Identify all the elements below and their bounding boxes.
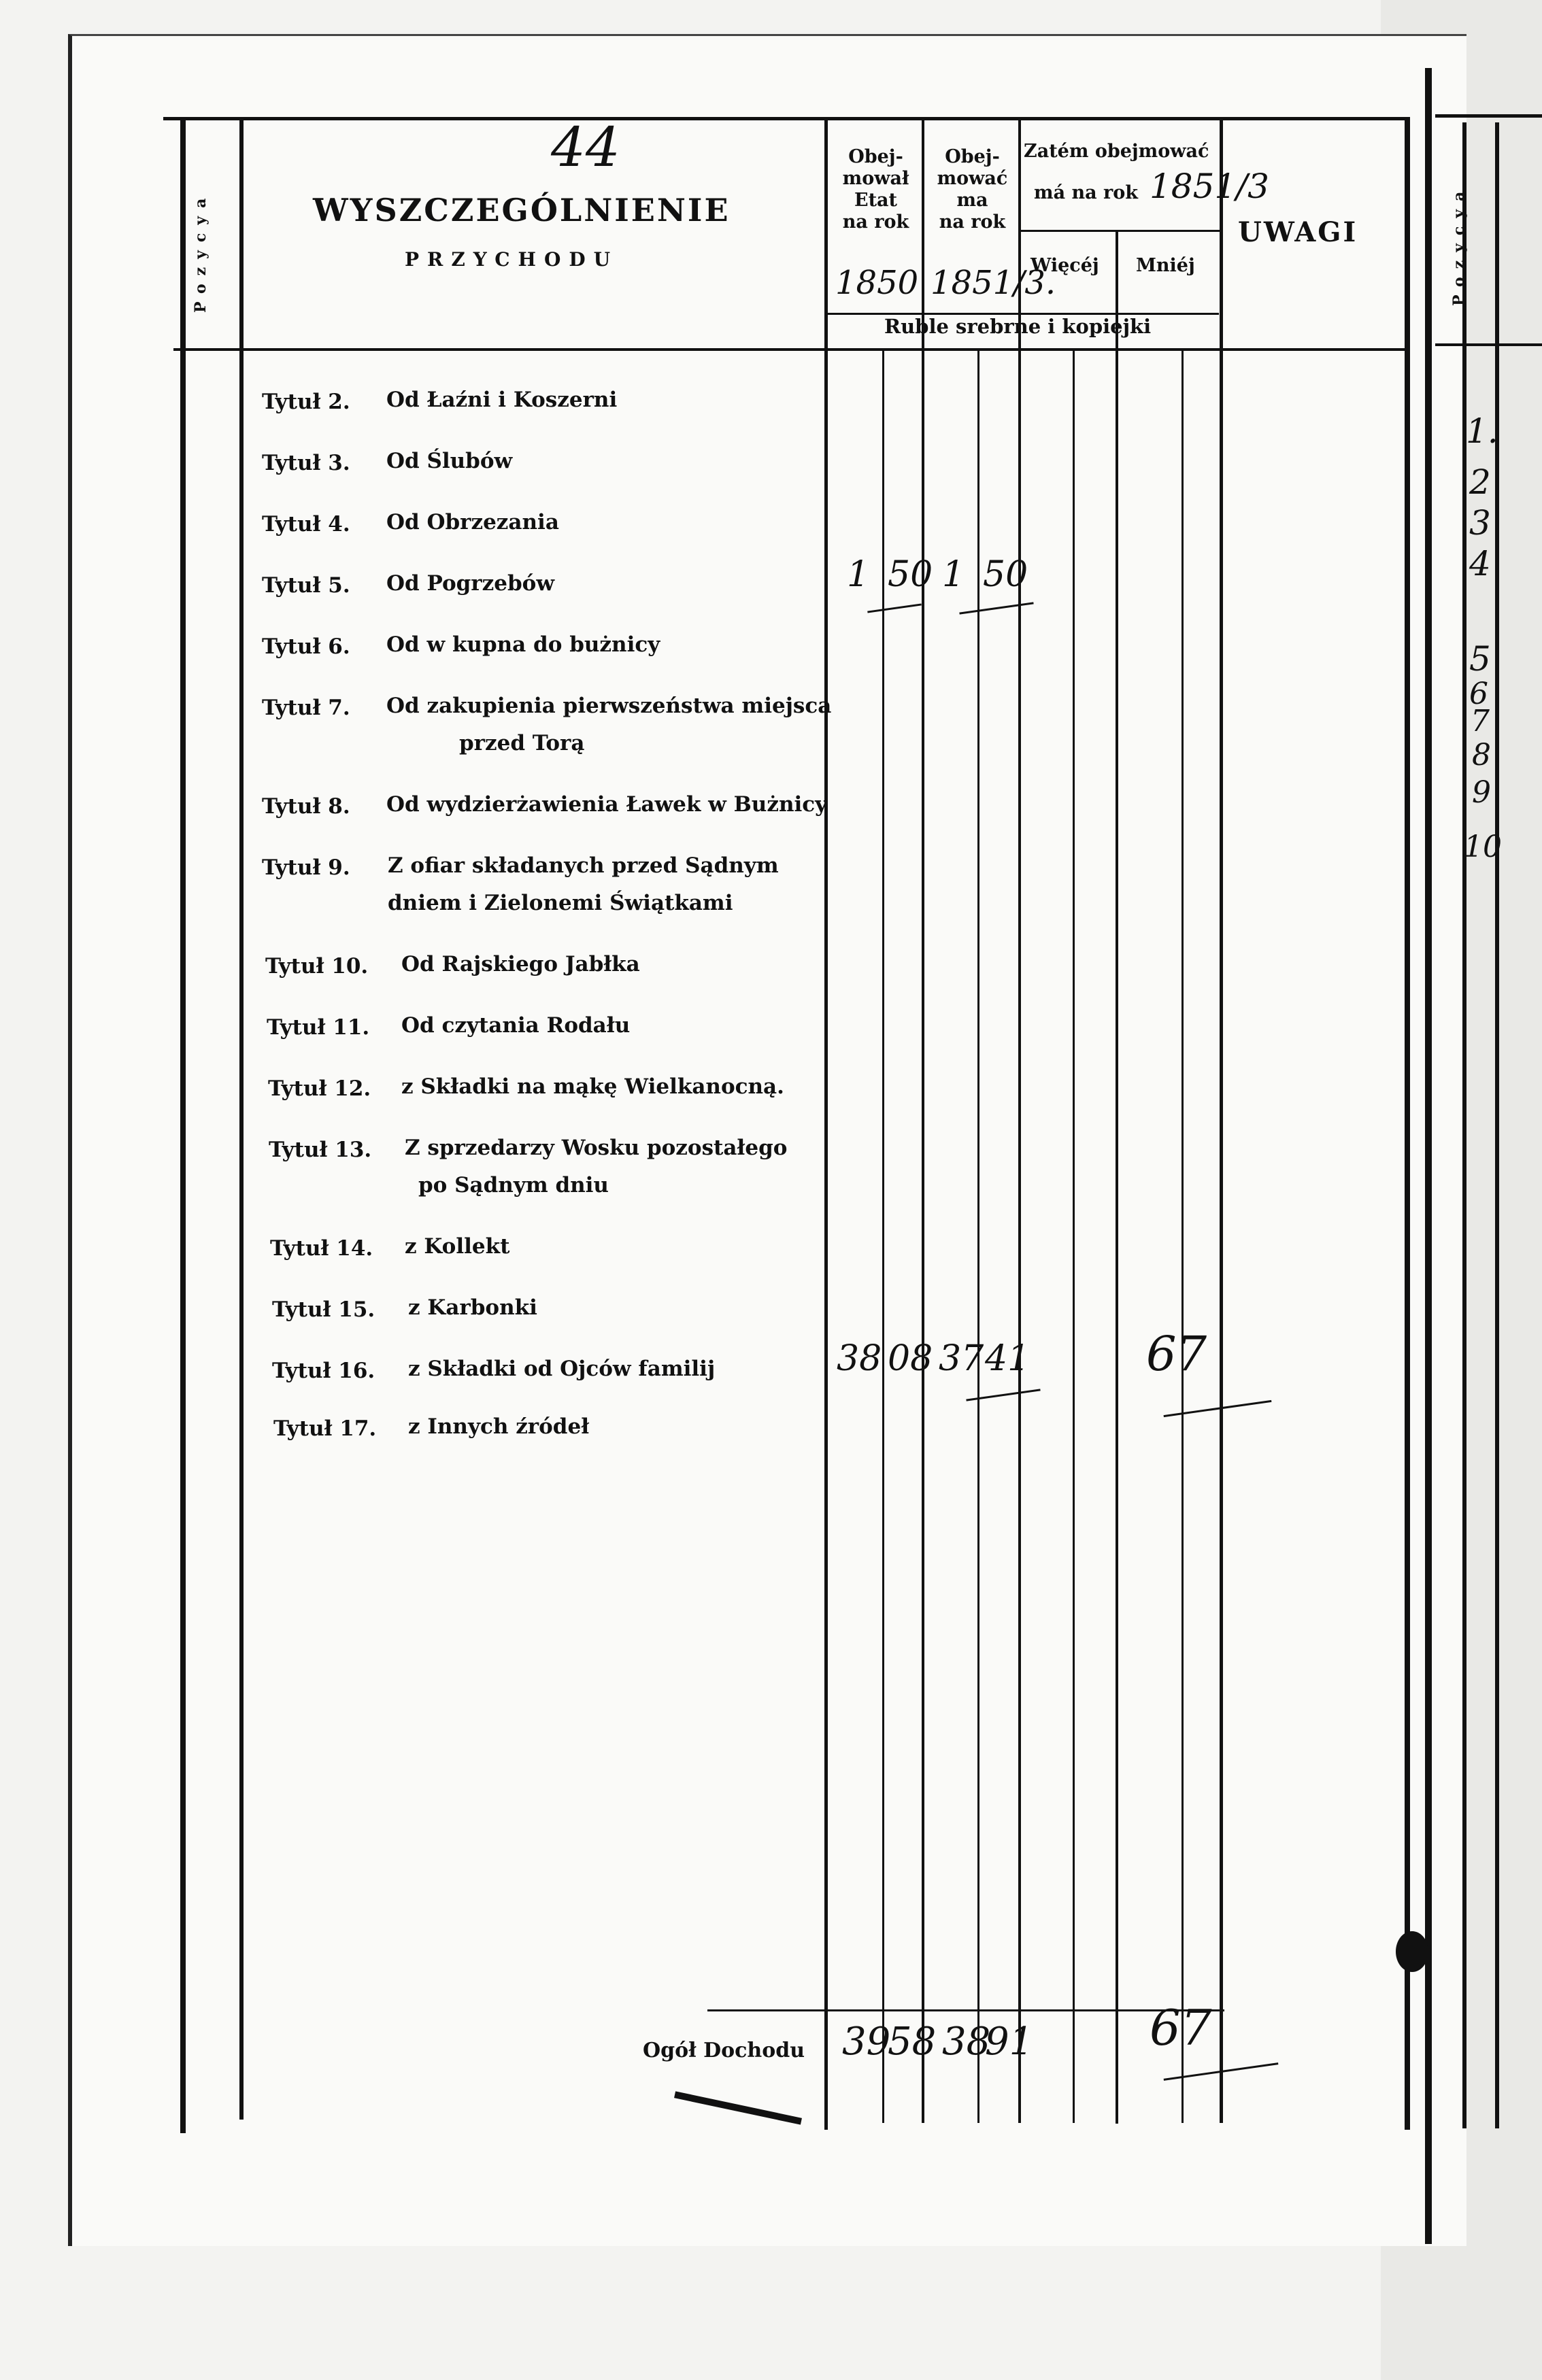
value-col1-kopecks: 50 bbox=[888, 554, 933, 595]
row-label: Tytuł 15. bbox=[272, 1297, 375, 1322]
col2-right-line bbox=[1018, 117, 1021, 2123]
row-desc: Od Obrzezania bbox=[386, 510, 559, 534]
col1-header bbox=[830, 146, 922, 233]
next-page-row-number: 9 bbox=[1472, 775, 1491, 810]
left-border-line bbox=[180, 117, 186, 2133]
row-desc: Z sprzedarzy Wosku pozostałego bbox=[405, 1136, 788, 1160]
row-desc: Od czytania Rodału bbox=[401, 1013, 631, 1038]
total-col2-rubles: 38 bbox=[942, 2020, 991, 2064]
col2-header-line: ma bbox=[956, 190, 988, 211]
row-desc: z Składki na mąkę Wielkanocną. bbox=[401, 1074, 784, 1099]
col3-header-mid: má na rok bbox=[1034, 182, 1138, 203]
col1-header-line: Etat bbox=[854, 190, 898, 211]
remarks-right-line bbox=[1405, 117, 1410, 2130]
col1-year: 1850 bbox=[835, 264, 919, 302]
row-desc: Od Ślubów bbox=[386, 449, 513, 473]
row-label: Tytuł 13. bbox=[269, 1138, 372, 1162]
col3-left-line bbox=[1116, 230, 1118, 2124]
col3-split-rule bbox=[1020, 230, 1221, 232]
row-desc: Od w kupna do bużnicy bbox=[386, 632, 660, 657]
col2-year: 1851/3. bbox=[931, 264, 1056, 302]
row-label: Tytuł 17. bbox=[273, 1416, 377, 1441]
value-col2-rubles: 1 bbox=[942, 554, 965, 595]
ink-blot bbox=[1396, 1931, 1428, 1972]
next-page-row-number: 4 bbox=[1469, 544, 1491, 583]
value-col1-rubles: 38 bbox=[837, 1338, 882, 1379]
value-col2-rubles: 37 bbox=[939, 1338, 984, 1379]
col3b-kop-line bbox=[1181, 348, 1184, 2123]
page-title: WYSZCZEGÓLNIENIE bbox=[313, 192, 731, 228]
row-desc-continued: przed Torą bbox=[459, 731, 585, 755]
remarks-header: UWAGI bbox=[1238, 216, 1358, 248]
next-page-row-number: 1. bbox=[1466, 411, 1498, 451]
total-less-kopecks: 67 bbox=[1150, 1999, 1212, 2056]
row-desc: Od Łaźni i Koszerni bbox=[386, 388, 618, 412]
col3-right-line bbox=[1220, 117, 1223, 2123]
row-desc: Od wydzierżawienia Ławek w Bużnicy bbox=[386, 792, 828, 817]
row-desc: Od zakupienia pierwszeństwa miejsca bbox=[386, 694, 832, 718]
row-label: Tytuł 12. bbox=[268, 1076, 371, 1101]
currency-header: Ruble srebrne i kopiejki bbox=[884, 315, 1152, 338]
col1-header-line: na rok bbox=[842, 211, 909, 233]
next-page-row-number: 6 bbox=[1469, 677, 1488, 711]
folio-number: 44 bbox=[551, 116, 620, 179]
row-label: Tytuł 2. bbox=[262, 390, 350, 414]
value-col2-kopecks: 41 bbox=[985, 1338, 1030, 1379]
next-page-row-number: 7 bbox=[1471, 704, 1490, 738]
row-label: Tytuł 4. bbox=[262, 512, 350, 537]
row-label: Tytuł 9. bbox=[262, 855, 350, 880]
row-desc-continued: dniem i Zielonemi Świątkami bbox=[388, 891, 733, 915]
row-label: Tytuł 16. bbox=[272, 1359, 375, 1383]
row-desc: z Kollekt bbox=[405, 1234, 510, 1259]
next-page-row-number: 8 bbox=[1472, 738, 1491, 772]
row-label: Tytuł 3. bbox=[262, 451, 350, 475]
row-desc-continued: po Sądnym dniu bbox=[418, 1173, 609, 1197]
total-col1-kopecks: 58 bbox=[888, 2020, 937, 2064]
row-desc: Od Pogrzebów bbox=[386, 571, 555, 596]
col3-header-top: Zatém obejmować bbox=[1024, 141, 1209, 162]
col3-year: 1851/3 bbox=[1150, 167, 1269, 206]
col2-header-line: na rok bbox=[939, 211, 1006, 233]
col1-kop-line bbox=[882, 348, 884, 2123]
page-subtitle: PRZYCHODU bbox=[405, 248, 619, 271]
total-col1-rubles: 39 bbox=[842, 2020, 891, 2064]
col1-header-line: Obej- bbox=[848, 146, 903, 167]
total-rule bbox=[707, 2009, 1224, 2011]
col2-header bbox=[926, 146, 1018, 233]
pozycya-column-line bbox=[239, 117, 244, 2120]
row-label: Tytuł 8. bbox=[262, 794, 350, 819]
value-col1-rubles: 1 bbox=[847, 554, 870, 595]
row-desc: z Innych źródeł bbox=[408, 1414, 590, 1439]
row-desc: z Karbonki bbox=[408, 1295, 537, 1320]
row-label: Tytuł 14. bbox=[270, 1236, 373, 1261]
next-page-row-number: 2 bbox=[1469, 462, 1491, 502]
value-less-kopecks: 67 bbox=[1146, 1326, 1207, 1382]
col2-header-line: mować bbox=[937, 168, 1008, 189]
next-page-header-rule bbox=[1435, 343, 1542, 346]
value-col1-kopecks: 08 bbox=[888, 1338, 933, 1379]
row-desc: Od Rajskiego Jabłka bbox=[401, 952, 640, 976]
row-label: Tytuł 6. bbox=[262, 634, 350, 659]
col1-right-line bbox=[922, 117, 924, 2123]
row-label: Tytuł 11. bbox=[267, 1015, 370, 1040]
pozycya-header: Pozycya bbox=[192, 190, 209, 313]
col1-header-line: mował bbox=[842, 168, 909, 189]
total-col2-kopecks: 91 bbox=[985, 2020, 1034, 2064]
next-page-row-number: 3 bbox=[1469, 503, 1491, 543]
col2-header-line: Obej- bbox=[945, 146, 1000, 167]
next-page-top-rule bbox=[1435, 114, 1542, 118]
row-label: Tytuł 7. bbox=[262, 696, 350, 720]
next-page-gutter-line bbox=[1425, 68, 1432, 2244]
value-col2-kopecks: 50 bbox=[983, 554, 1028, 595]
total-label: Ogół Dochodu bbox=[643, 2039, 805, 2062]
row-desc: z Składki od Ojców familij bbox=[408, 1357, 716, 1381]
row-desc: Z ofiar składanych przed Sądnym bbox=[388, 853, 779, 878]
next-page-pozycya: Pozycya bbox=[1450, 183, 1468, 306]
next-page-row-number: 10 bbox=[1464, 830, 1502, 864]
row-label: Tytuł 5. bbox=[262, 573, 350, 598]
desc-right-line bbox=[824, 117, 828, 2130]
next-page-row-number: 5 bbox=[1469, 639, 1491, 679]
row-label: Tytuł 10. bbox=[265, 954, 369, 979]
col3-less-header: Mniéj bbox=[1136, 255, 1195, 276]
col3-more-header: Więcéj bbox=[1030, 255, 1099, 276]
col3a-kop-line bbox=[1073, 348, 1075, 2123]
col2-kop-line bbox=[977, 348, 979, 2123]
